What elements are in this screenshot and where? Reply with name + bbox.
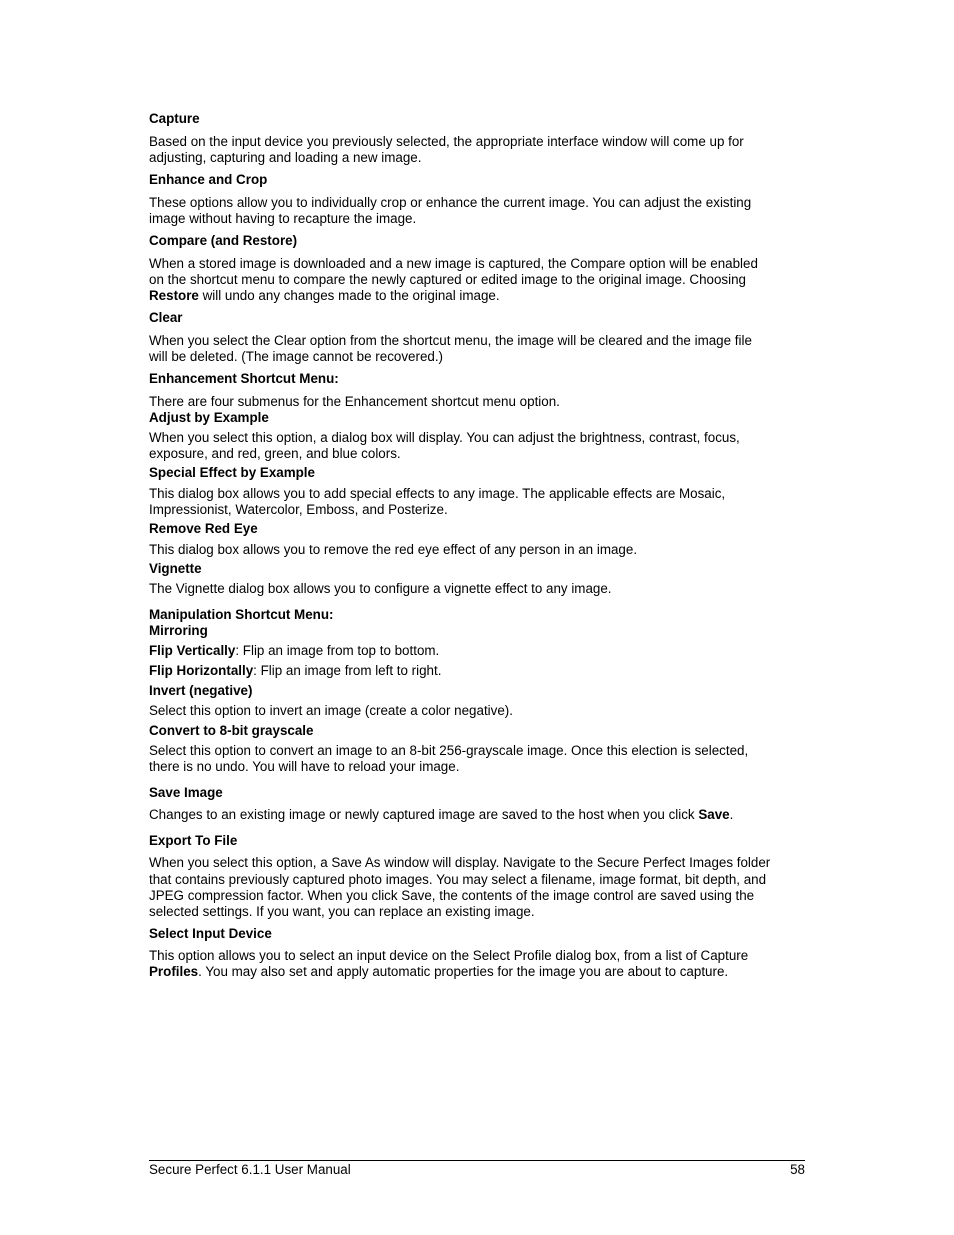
heading-enhance-crop: Enhance and Crop — [149, 172, 268, 187]
special-effect-text-line-2: Impressionist, Watercolor, Emboss, and Posterize. — [149, 502, 448, 517]
profiles-keyword: Profiles — [149, 964, 199, 979]
heading-adjust-by-example: Adjust by Example — [149, 410, 269, 425]
save-image-text-pre: Changes to an existing image or newly captured image are saved to the host when you click — [149, 807, 699, 822]
flip-horizontally-text — [149, 663, 441, 679]
flip-horizontally-label: Flip Horizontally — [149, 663, 254, 678]
save-keyword: Save — [698, 807, 730, 822]
select-input-text-line-2-rest: . You may also set and apply automatic properties for the image you are about to capture. — [198, 964, 729, 979]
heading-save-image: Save Image — [149, 785, 223, 800]
page-number: 58 — [790, 1162, 805, 1177]
flip-horizontally-description: : Flip an image from left to right. — [253, 663, 442, 678]
heading-clear: Clear — [149, 310, 183, 325]
flip-vertically-text — [149, 643, 439, 659]
flip-vertically-label: Flip Vertically — [149, 643, 236, 658]
export-text-line-3: JPEG compression factor. When you click Save, the contents of the image control are saved using the — [149, 888, 755, 903]
footer-rule — [149, 1160, 805, 1161]
heading-export-to-file: Export To File — [149, 833, 238, 848]
select-input-text-line-1: This option allows you to select an input device on the Select Profile dialog box, from a list of Capture — [149, 948, 749, 963]
enhance-crop-text-line-2: image without having to recapture the image. — [149, 211, 417, 226]
flip-vertically-description: : Flip an image from top to bottom. — [235, 643, 440, 658]
heading-grayscale: Convert to 8-bit grayscale — [149, 723, 314, 738]
save-image-text — [149, 807, 733, 823]
export-text-line-1: When you select this option, a Save As window will display. Navigate to the Secure Perfect Images folder — [149, 855, 771, 870]
heading-mirroring: Mirroring — [149, 623, 208, 638]
heading-compare: Compare (and Restore) — [149, 233, 298, 248]
grayscale-text-line-2: there is no undo. You will have to reload your image. — [149, 759, 460, 774]
vignette-text: The Vignette dialog box allows you to configure a vignette effect to any image. — [149, 581, 612, 596]
heading-special-effect: Special Effect by Example — [149, 465, 315, 480]
capture-text-line-2: adjusting, capturing and loading a new image. — [149, 150, 422, 165]
grayscale-text-line-1: Select this option to convert an image to an 8-bit 256-grayscale image. Once this election is selected, — [149, 743, 749, 758]
heading-select-input-device: Select Input Device — [149, 926, 272, 941]
compare-text-line-1: When a stored image is downloaded and a new image is captured, the Compare option will be enabled — [149, 256, 758, 271]
restore-keyword: Restore — [149, 288, 199, 303]
red-eye-text: This dialog box allows you to remove the red eye effect of any person in an image. — [149, 542, 638, 557]
adjust-text-line-1: When you select this option, a dialog box will display. You can adjust the brightness, contrast, focus, — [149, 430, 740, 445]
compare-text-line-3 — [149, 288, 500, 304]
clear-text-line-1: When you select the Clear option from the shortcut menu, the image will be cleared and the image file — [149, 333, 752, 348]
enhancement-menu-text: There are four submenus for the Enhancement shortcut menu option. — [149, 394, 560, 409]
heading-enhancement-menu: Enhancement Shortcut Menu: — [149, 371, 339, 386]
select-input-text-line-2 — [149, 964, 728, 980]
footer-title: Secure Perfect 6.1.1 User Manual — [149, 1162, 351, 1177]
enhance-crop-text-line-1: These options allow you to individually crop or enhance the current image. You can adjust the existing — [149, 195, 752, 210]
heading-vignette: Vignette — [149, 561, 202, 576]
capture-text-line-1: Based on the input device you previously selected, the appropriate interface window will come up for — [149, 134, 744, 149]
export-text-line-2: that contains previously captured photo images. You may select a filename, image format, bit depth, and — [149, 872, 767, 887]
compare-text-line-2: on the shortcut menu to compare the newly captured or edited image to the original image. Choosing — [149, 272, 746, 287]
heading-capture: Capture — [149, 111, 200, 126]
invert-text: Select this option to invert an image (create a color negative). — [149, 703, 513, 718]
heading-invert: Invert (negative) — [149, 683, 253, 698]
clear-text-line-2: will be deleted. (The image cannot be recovered.) — [149, 349, 444, 364]
heading-manipulation-menu: Manipulation Shortcut Menu: — [149, 607, 334, 622]
export-text-line-4: selected settings. If you want, you can replace an existing image. — [149, 904, 535, 919]
heading-remove-red-eye: Remove Red Eye — [149, 521, 258, 536]
compare-text-line-3-rest: will undo any changes made to the original image. — [198, 288, 500, 303]
adjust-text-line-2: exposure, and red, green, and blue colors. — [149, 446, 401, 461]
special-effect-text-line-1: This dialog box allows you to add special effects to any image. The applicable effects are Mosaic, — [149, 486, 726, 501]
save-image-text-post: . — [729, 807, 734, 822]
